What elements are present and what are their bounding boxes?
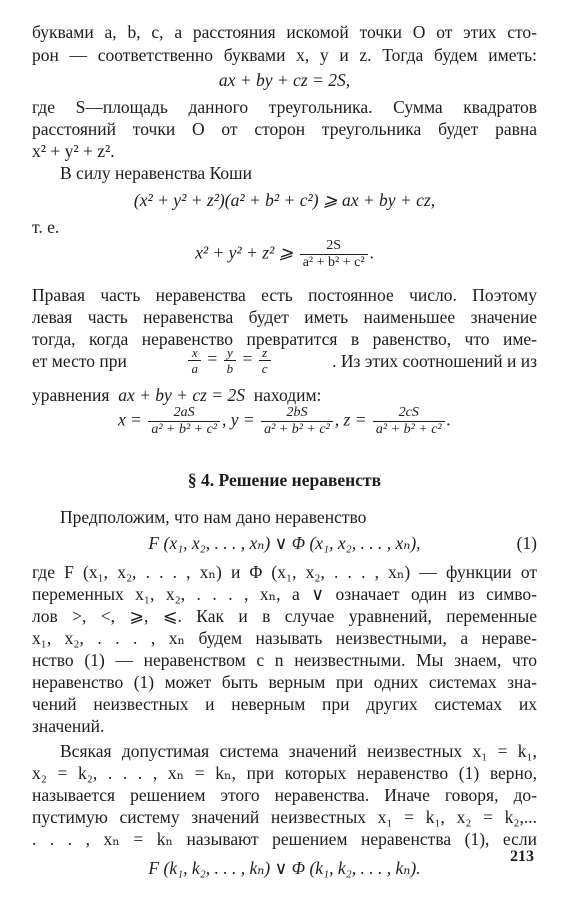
text-line: Всякая допустимая система значений неизвестных x₁ = k₁, xyxy=(60,741,537,761)
text-line: левая часть неравенства будет иметь наименьшее значение xyxy=(32,307,537,327)
text-line: пустимую систему значений неизвестных x₁ = k₁, x₂ = k₂,... xyxy=(32,807,537,827)
eq3-num: 2S xyxy=(300,238,368,255)
eq3-den: a² + b² + c² xyxy=(302,255,365,270)
text-line: где S—площадь данного треугольника. Сумма квадратов xyxy=(32,97,537,117)
text-line: В силу неравенства Коши xyxy=(60,163,252,183)
text-line: расстояний точки O от сторон треугольника будет равна xyxy=(32,119,537,139)
text-line: Предположим, что нам дано неравенство xyxy=(60,507,367,527)
page-number: 213 xyxy=(510,848,534,865)
text-line: называется решением этого неравенства. Иначе говоря, до- xyxy=(32,785,537,805)
text-line: значений. xyxy=(32,716,105,736)
text-line: рон — соответственно буквами x, y и z. Тогда будем иметь: xyxy=(32,45,537,65)
eq3-left: x² + y² + z² ⩾ xyxy=(195,242,294,263)
sol-z: $\frac{2cS}{\text{a² + b² + c²}}$ xyxy=(373,405,445,438)
text-line: x² + y² + z². xyxy=(32,141,115,161)
text-line: уравнения ax + by + cz = 2S находим: xyxy=(32,385,322,405)
l10b: . Из этих соотношений и из xyxy=(332,350,537,371)
equation-final: F (k₁, k₂, . . . , kₙ) ∨ Φ (k₁, k₂, . . . , kₙ). xyxy=(148,858,421,878)
text-line-with-ratios xyxy=(32,345,537,376)
equation-solutions: x = $\frac{2aS}{\text{a² + b² + c²}}$ , y = $\frac{2bS}{\text{a² + b² + c²}}$ , z = $\frac{2cS}{\text{a² + b² + c²}}$ . xyxy=(117,405,451,437)
text-line: нство (1) — неравенством с n неизвестными. Мы знаем, что xyxy=(32,650,537,670)
text-line: тогда, когда неравенство превратится в равенство, что име- xyxy=(32,329,537,349)
equation-number: (1) xyxy=(516,533,537,553)
section-heading: § 4. Решение неравенств xyxy=(187,470,382,490)
text-line: x₁, x₂, . . . , xₙ будем называть неизвестными, а нераве- xyxy=(32,628,537,648)
equation-1: F (x₁, x₂, . . . , xₙ) ∨ Φ (x₁, x₂, . . . , xₙ), (1) xyxy=(148,533,537,553)
text-line: буквами a, b, c, а расстояния искомой точки O от этих сто- xyxy=(32,22,537,42)
ratio-group: $\frac{x}{a}$ = $\frac{y}{b}$ = $\frac{z}{c}$ xyxy=(186,345,272,376)
equation-inequality: x² + y² + z² ⩾ $\frac{2S}{\text{a² + b² + c²}}$ . xyxy=(195,238,374,270)
text-line: где F (x₁, x₂, . . . , xₙ) и Φ (x₁, x₂, . . . , xₙ) — функции от xyxy=(32,562,537,582)
sol-y: $\frac{2bS}{\text{a² + b² + c²}}$ xyxy=(261,405,333,438)
text-line: лов >, <, ⩾, ⩽. Как и в случае уравнений, переменные xyxy=(32,606,537,626)
equation-cauchy: (x² + y² + z²)(a² + b² + c²) ⩾ ax + by + cz, xyxy=(133,190,436,210)
text-line: Правая часть неравенства есть постоянное число. Поэтому xyxy=(32,285,537,305)
text-line: неравенство (1) может быть верным при одних системах зна- xyxy=(32,672,537,692)
text-te: т. е. xyxy=(32,217,60,237)
sol-x: $\frac{2aS}{\text{a² + b² + c²}}$ xyxy=(148,405,220,438)
equation-area: ax + by + cz = 2S, xyxy=(218,70,351,90)
text-line: . . . , xₙ = kₙ называют решением неравенства (1), если xyxy=(32,829,537,849)
eq3-fraction xyxy=(300,238,368,271)
l10a: ет место при xyxy=(32,350,127,371)
text-line: x₂ = k₂, . . . , xₙ = kₙ, при которых неравенство (1) верно, xyxy=(32,763,537,783)
text-line: чений неизвестных и неверным при других системах их xyxy=(32,694,537,714)
text-line: переменных x₁, x₂, . . . , xₙ, а ∨ означает один из симво- xyxy=(32,584,537,604)
